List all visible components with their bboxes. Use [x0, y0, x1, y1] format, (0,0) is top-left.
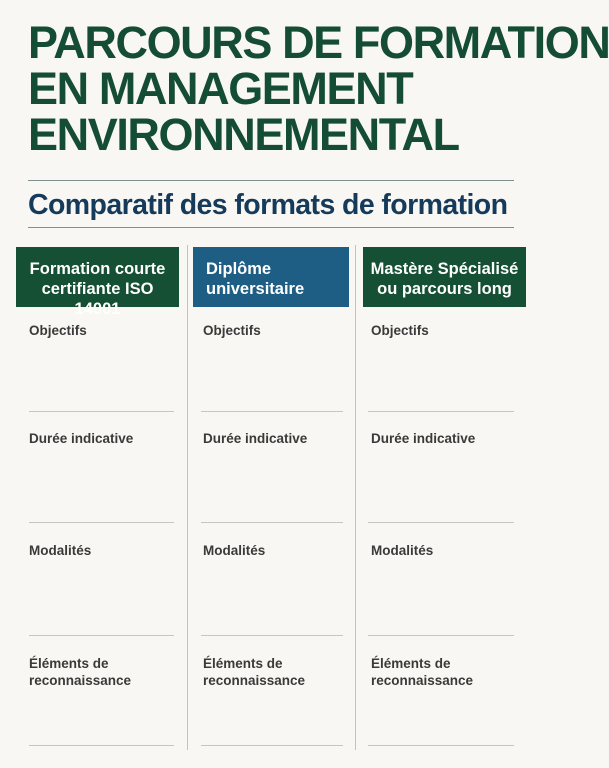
column-university-diploma [193, 247, 349, 747]
row-label-objectives: Objectifs [29, 323, 87, 338]
title-line-2: EN MANAGEMENT [28, 63, 413, 114]
row-label-modalities: Modalités [203, 543, 266, 558]
column-header-line: Formation courte [29, 260, 166, 278]
title-line-3: ENVIRONNEMENTAL [28, 109, 459, 160]
column-divider-2 [355, 245, 356, 750]
column-header-university-diploma [193, 247, 349, 307]
row-label-modalities: Modalités [371, 543, 434, 558]
column-specialized-master [363, 247, 526, 747]
row-separator [29, 745, 174, 746]
column-header-line: ou parcours long [377, 280, 512, 298]
column-divider-1 [187, 245, 188, 750]
column-short-certification [16, 247, 179, 747]
row-label-modalities: Modalités [29, 543, 92, 558]
column-header-line: universitaire [206, 280, 305, 298]
row-label-objectives: Objectifs [203, 323, 261, 338]
row-separator [29, 522, 174, 523]
row-label-duration: Durée indicative [203, 431, 308, 446]
row-separator [201, 522, 343, 523]
row-separator [368, 411, 514, 412]
column-header-specialized-master [363, 247, 526, 307]
page-title [28, 17, 609, 160]
column-header-line: Mastère Spécialisé [370, 260, 519, 278]
column-header-line: Diplôme [206, 260, 272, 278]
row-separator [201, 411, 343, 412]
row-separator [29, 411, 174, 412]
subtitle-bottom-rule [28, 227, 514, 228]
row-separator [368, 522, 514, 523]
row-separator [368, 745, 514, 746]
row-label-recognition: Éléments de reconnaissance [203, 656, 306, 688]
row-label-objectives: Objectifs [371, 323, 429, 338]
page-subtitle: Comparatif des formats de formation [28, 189, 508, 221]
row-label-recognition: Éléments de reconnaissance [371, 656, 474, 688]
column-header-short-certification [16, 247, 179, 318]
row-separator [29, 635, 174, 636]
title-line-1: PARCOURS DE FORMATION [28, 17, 609, 68]
row-separator [201, 635, 343, 636]
row-separator [201, 745, 343, 746]
row-separator [368, 635, 514, 636]
column-header-line: certifiante ISO 14001 [41, 280, 154, 318]
subtitle-top-rule [28, 180, 514, 181]
row-label-recognition: Éléments de reconnaissance [29, 656, 132, 688]
row-label-duration: Durée indicative [371, 431, 476, 446]
row-label-duration: Durée indicative [29, 431, 134, 446]
